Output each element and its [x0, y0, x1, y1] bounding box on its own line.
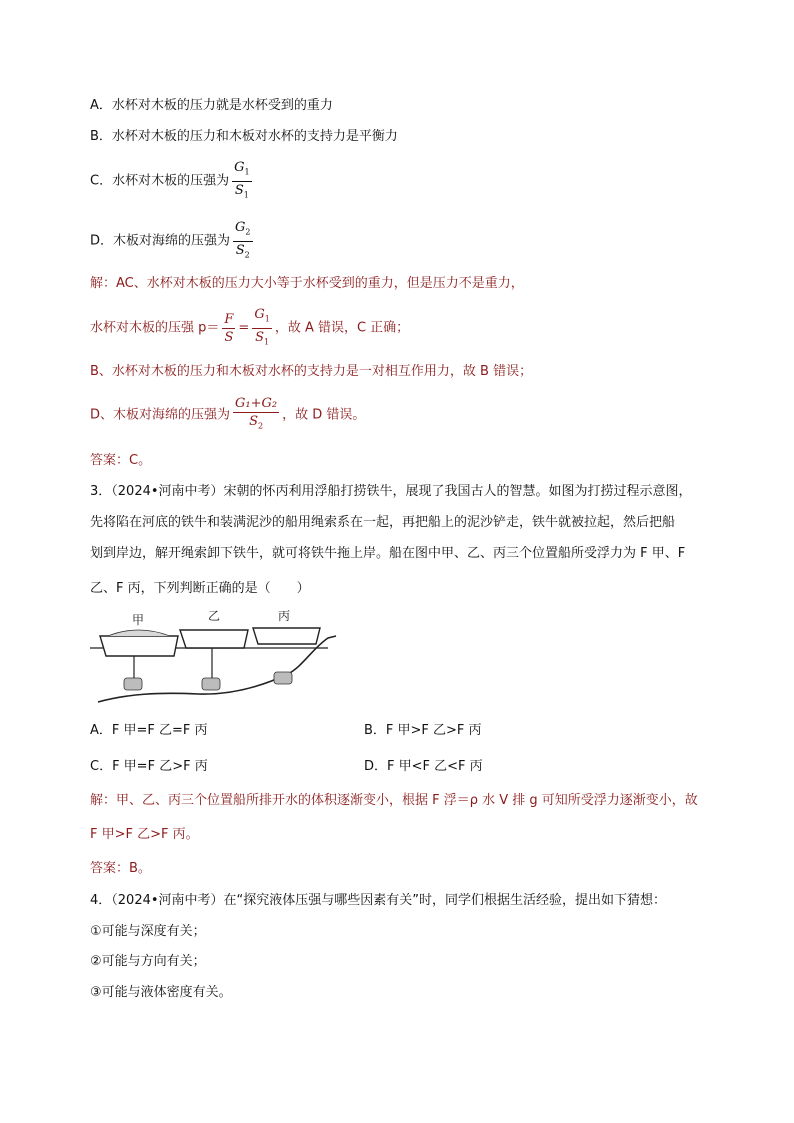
- q2-solution-line-4: [90, 396, 365, 434]
- q3-answer: 答案：B。: [90, 861, 151, 876]
- q3-stem-line-3: 划到岸边，解开绳索卸下铁牛，就可将铁牛拖上岸。船在图中甲、乙、丙三个位置船所受浮力为 F 甲、F: [90, 546, 686, 561]
- q3-solution-line-2: F 甲>F 乙>F 丙。: [90, 827, 199, 842]
- q2-solution-line-2: [90, 307, 409, 349]
- q2-option-d-fraction: [233, 220, 252, 262]
- frac-den: S: [235, 242, 245, 258]
- q3-stem-line-4: 乙、F 丙，下列判断正确的是（ ）: [90, 581, 310, 596]
- frac-den: S: [234, 182, 244, 198]
- pressure-fraction-fs: [222, 312, 235, 345]
- frac-num-sub: 1: [264, 314, 270, 324]
- frac-num: F: [224, 311, 234, 327]
- q4-guess-2: ②可能与方向有关；: [90, 954, 206, 969]
- q4-guess-1: ①可能与深度有关；: [90, 924, 206, 939]
- frac-den-sub: 1: [243, 190, 249, 200]
- frac-num: G: [234, 160, 245, 175]
- equals-sign: =: [238, 320, 250, 336]
- label-jia: 甲: [132, 613, 145, 627]
- q3-option-d: D．F 甲<F 乙<F 丙: [364, 759, 483, 774]
- frac-num: G: [254, 307, 265, 322]
- frac-num: G: [235, 220, 246, 235]
- q4-stem: 4．（2024•河南中考）在“探究液体压强与哪些因素有关”时，同学们根据生活经验，提出如下猜想：: [90, 893, 666, 908]
- solution-text: D、木板对海绵的压强为: [90, 407, 231, 423]
- frac-den-sub: 2: [244, 250, 250, 260]
- frac-den-sub: 2: [257, 421, 264, 431]
- boat-bing: [253, 628, 320, 684]
- pressure-fraction-g1g2: [233, 396, 279, 434]
- q2-option-c-text: C．水杯对木板的压强为: [90, 173, 230, 189]
- q2-option-d-text: D．木板对海绵的压强为: [90, 233, 231, 249]
- q3-option-c: C．F 甲=F 乙>F 丙: [90, 759, 208, 774]
- q2-option-d: [90, 220, 256, 262]
- q3-option-a: A．F 甲=F 乙=F 丙: [90, 723, 208, 738]
- q3-solution-line-1: 解：甲、乙、丙三个位置船所排开水的体积逐渐变小，根据 F 浮＝ρ 水 V 排 g 可知所受浮力逐渐变小，故: [90, 793, 698, 808]
- q2-option-c-fraction: [232, 160, 251, 202]
- frac-den: S: [255, 329, 264, 345]
- pressure-fraction-gs: [252, 307, 271, 349]
- frac-den: S: [224, 329, 234, 345]
- q3-stem-line-1: 3．（2024•河南中考）宋朝的怀丙利用浮船打捞铁牛，展现了我国古人的智慧。如图为打捞过程示意图，: [90, 484, 692, 499]
- q3-option-b: B．F 甲>F 乙>F 丙: [364, 723, 482, 738]
- frac-num-sub: 1: [244, 167, 250, 177]
- q2-option-b: B．水杯对木板的压力和木板对水杯的支持力是平衡力: [90, 129, 398, 144]
- label-bing: 丙: [278, 609, 291, 623]
- frac-num-sub: 2: [245, 227, 251, 237]
- q2-option-a: A．水杯对木板的压力就是水杯受到的重力: [90, 98, 333, 113]
- label-yi: 乙: [208, 609, 221, 623]
- frac-den-sub: 1: [263, 337, 270, 347]
- solution-text: ，故 D 错误。: [282, 407, 366, 423]
- q2-solution-line-1: 解：AC、水杯对木板的压力大小等于水杯受到的重力，但是压力不是重力，: [90, 276, 524, 291]
- q3-stem-line-2: 先将陷在河底的铁牛和装满泥沙的船用绳索系在一起，再把船上的泥沙铲走，铁牛就被拉起，然后把船: [90, 515, 676, 530]
- boat-yi: [180, 630, 248, 690]
- solution-text: 水杯对木板的压强 p＝: [90, 320, 220, 336]
- frac-den: S: [249, 414, 258, 429]
- solution-text: ，故 A 错误，C 正确；: [274, 320, 410, 336]
- q2-answer: 答案：C。: [90, 453, 152, 468]
- q2-solution-line-3: B、水杯对木板的压力和木板对水杯的支持力是一对相互作用力，故 B 错误；: [90, 364, 533, 379]
- boat-jia: [100, 630, 178, 690]
- frac-num: G₁+G₂: [235, 396, 278, 411]
- q2-option-c: [90, 160, 255, 202]
- salvage-diagram: [88, 608, 338, 708]
- q4-guess-3: ③可能与液体密度有关。: [90, 985, 232, 1000]
